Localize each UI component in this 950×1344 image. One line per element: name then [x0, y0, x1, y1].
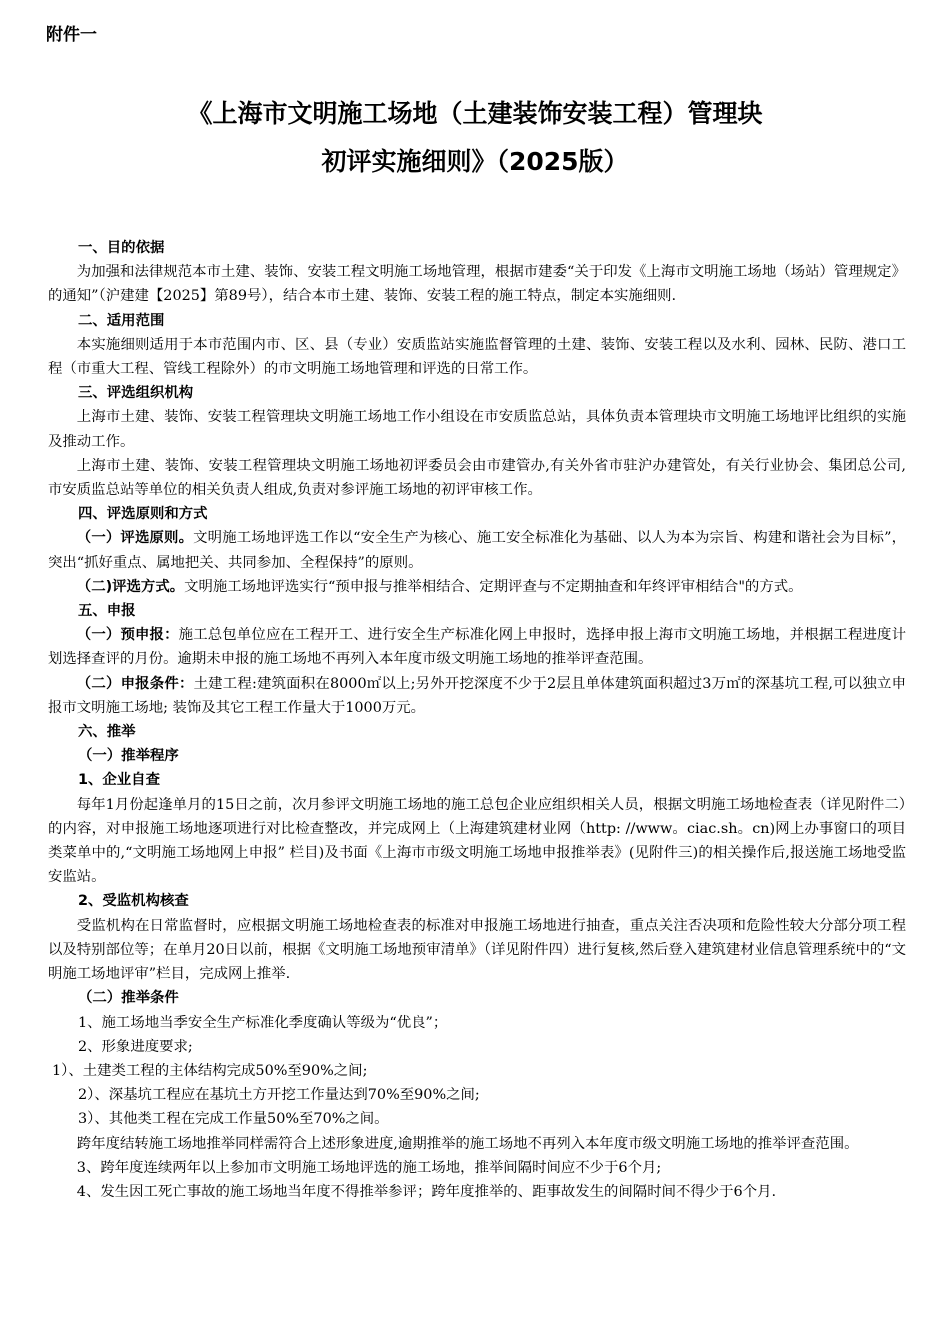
section-heading-recommendation: 六、推举	[78, 724, 136, 741]
paragraph-purpose: 为加强和法律规范本市土建、装饰、安装工程文明施工场地管理，根据市建委“关于印发《上海市文明施工场地（场站）管理规定》的通知”（沪建建【2025】第89号），结合本市土建、装饰、安装工程的施工特点，制定本实施细则.	[48, 264, 906, 305]
condition-4: 4、发生因工死亡事故的施工场地当年度不得推举参评；跨年度推举的、距事故发生的间隔时间不得少于6个月.	[76, 1183, 777, 1200]
application-conditions-label: （二）申报条件：	[76, 675, 194, 692]
paragraph-scope: 本实施细则适用于本市范围内市、区、县（专业）安质监站实施监督管理的土建、装饰、安装工程以及水利、园林、民防、港口工程（市重大工程、管线工程除外）的市文明施工场地管理和评选的日常工作。	[48, 336, 906, 378]
condition-2: 2、形象进度要求;	[78, 1038, 193, 1055]
document-body	[48, 236, 906, 1204]
methods-label: （二)评选方式。	[76, 578, 185, 595]
document-title-line-2: 初评实施细则》（2025版）	[321, 147, 629, 176]
attachment-label: 附件一	[46, 25, 97, 45]
section-heading-scope: 二、适用范围	[78, 312, 165, 329]
section-heading-purpose: 一、目的依据	[78, 240, 165, 256]
condition-2-3: 3）、其他类工程在完成工作量50%至70%之间。	[78, 1111, 389, 1128]
section-heading-application: 五、申报	[78, 603, 136, 620]
paragraph-organization-2: 上海市土建、装饰、安装工程管理块文明施工场地初评委员会由市建管办,有关外省市驻沪办建管处，有关行业协会、集团总公司,市安质监总站等单位的相关负责人组成,负责对参评施工场地的初评审核工作。	[48, 457, 906, 499]
paragraph-methods	[48, 575, 906, 599]
paragraph-verification: 受监机构在日常监督时，应根据文明施工场地检查表的标准对申报施工场地进行抽查，重点关注否决项和危险性较大分部分项工程以及特别部位等；在单月20日以前，根据《文明施工场地预审清单》（详见附件四）进行复核,然后登入建筑建材业信息管理系统中的“文明施工场地评审”栏目，完成网上推举.	[48, 917, 906, 983]
item-heading-verification: 2、受监机构核查	[78, 893, 189, 910]
paragraph-self-check: 每年1月份起逢单月的15日之前，次月参评文明施工场地的施工总包企业应组织相关人员，根据文明施工场地检查表（详见附件二）的内容，对申报施工场地逐项进行对比检查整改，并完成网上（上海建筑建材业网（http: //www。ciac.sh。cn)网上办事窗口的项目类菜单中的,“文明施工场地网上申报” 栏目)及书面《上海市市级文明施工场地申报推举表》(见附件三)的相关操作后,报送施工场地受监安监站。	[48, 796, 906, 886]
condition-2-2: 2）、深基坑工程应在基坑土方开挖工作量达到70%至90%之间;	[78, 1087, 480, 1104]
paragraph-application-conditions	[48, 672, 906, 720]
pre-application-text: 施工总包单位应在工程开工、进行安全生产标准化网上申报时，选择申报上海市文明施工场地，并根据工程进度计划选择查评的月份。逾期未申报的施工场地不再列入本年度市级文明施工场地的推举评查范围。	[48, 627, 906, 668]
application-conditions-text: 土建工程:建筑面积在8000㎡以上;另外开挖深度不少于2层且单体建筑面积超过3万㎡的深基坑工程,可以独立申报市文明施工场地; 装饰及其它工程工作量大于1000万元。	[48, 675, 906, 716]
item-heading-self-check: 1、企业自查	[78, 772, 160, 789]
methods-text: 文明施工场地评选实行“预申报与推举相结合、定期评查与不定期抽查和年终评审相结合"的方式。	[184, 578, 803, 595]
paragraph-pre-application	[48, 623, 906, 671]
subheading-procedure: （一）推举程序	[78, 748, 179, 765]
subheading-conditions: （二）推举条件	[78, 990, 179, 1007]
principles-text: 文明施工场地评选工作以“安全生产为核心、施工安全标准化为基础、以人为本为宗旨、构建和谐社会为目标”，突出“抓好重点、属地把关、共同参加、全程保持”的原则。	[48, 530, 906, 571]
pre-application-label: （一）预申报：	[76, 627, 179, 644]
condition-1: 1、施工场地当季安全生产标准化季度确认等级为“优良”；	[78, 1014, 448, 1031]
section-heading-principles: 四、评选原则和方式	[78, 506, 208, 523]
paragraph-principles	[48, 526, 906, 574]
condition-3: 3、跨年度连续两年以上参加市文明施工场地评选的施工场地，推举间隔时间应不少于6个月;	[76, 1159, 662, 1176]
principles-label: （一）评选原则。	[76, 530, 194, 547]
condition-2-note: 跨年度结转施工场地推举同样需符合上述形象进度,逾期推举的施工场地不再列入本年度市级文明施工场地的推举评查范围。	[76, 1135, 859, 1152]
paragraph-organization-1: 上海市土建、装饰、安装工程管理块文明施工场地工作小组设在市安质监总站，具体负责本管理块市文明施工场地评比组织的实施及推动工作。	[48, 409, 906, 450]
document-title-line-1: 《上海市文明施工场地（土建装饰安装工程）管理块	[187, 99, 763, 128]
condition-2-1: 1）、土建类工程的主体结构完成50%至90%之间;	[52, 1062, 368, 1079]
section-heading-organization: 三、评选组织机构	[78, 385, 194, 402]
